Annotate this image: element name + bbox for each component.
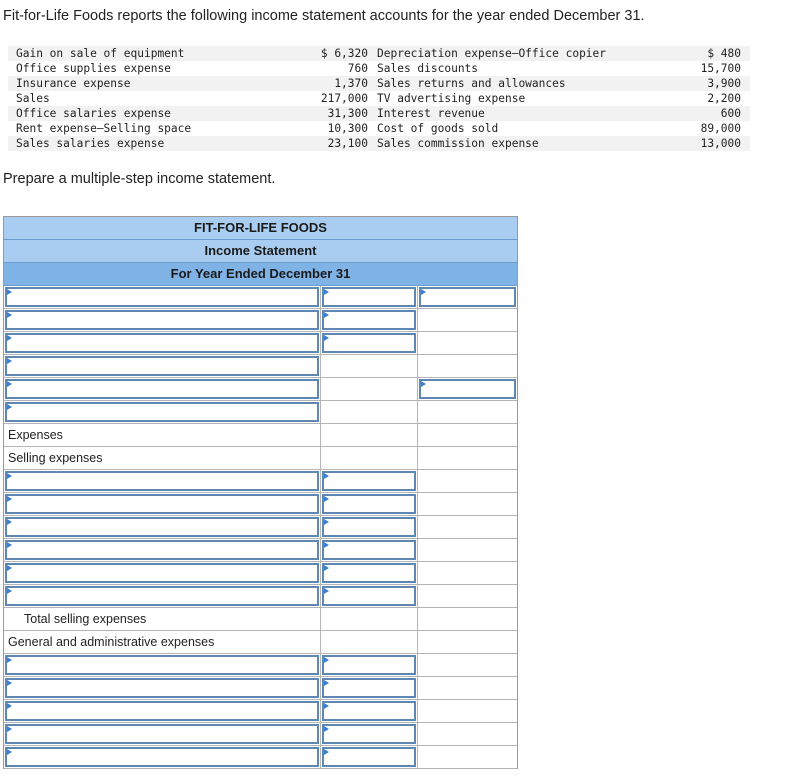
dropdown-marker-icon xyxy=(7,726,12,732)
account-amount: 217,000 xyxy=(320,92,368,105)
amount-cell xyxy=(321,447,418,469)
account-dropdown[interactable] xyxy=(5,356,319,376)
total-cell xyxy=(418,447,517,469)
account-dropdown[interactable] xyxy=(5,494,319,514)
statement-row xyxy=(4,631,517,654)
account-name: Depreciation expense—Office copier xyxy=(377,47,607,60)
dropdown-marker-icon xyxy=(7,519,12,525)
total-cell xyxy=(418,470,517,492)
amount-cell xyxy=(321,401,418,423)
amount-cell xyxy=(321,654,418,676)
account-name: Gain on sale of equipment xyxy=(16,47,185,60)
amount-cell xyxy=(321,700,418,722)
account-name: Sales salaries expense xyxy=(16,137,165,150)
statement-row xyxy=(4,378,517,401)
amount-cell xyxy=(321,355,418,377)
amount-input[interactable] xyxy=(419,379,516,399)
total-cell xyxy=(418,309,517,331)
label-cell xyxy=(4,286,321,308)
account-amount: 2,200 xyxy=(707,92,741,105)
amount-input[interactable] xyxy=(322,494,416,514)
account-amount: 1,370 xyxy=(334,77,368,90)
label-cell xyxy=(4,378,321,400)
dropdown-marker-icon xyxy=(7,588,12,594)
statement-title: Income Statement xyxy=(4,240,517,263)
account-name: Rent expense—Selling space xyxy=(16,122,192,135)
statement-row xyxy=(4,401,517,424)
label-cell xyxy=(4,677,321,699)
account-name: Sales xyxy=(16,92,50,105)
amount-input[interactable] xyxy=(322,287,416,307)
statement-row xyxy=(4,332,517,355)
label-cell xyxy=(4,493,321,515)
account-amount: 89,000 xyxy=(700,122,741,135)
dropdown-marker-icon xyxy=(324,588,329,594)
statement-row xyxy=(4,654,517,677)
statement-row xyxy=(4,286,517,309)
total-cell xyxy=(418,585,517,607)
amount-input[interactable] xyxy=(322,563,416,583)
label-cell xyxy=(4,746,321,768)
statement-row xyxy=(4,746,517,769)
dropdown-marker-icon xyxy=(7,312,12,318)
amount-cell xyxy=(321,677,418,699)
dropdown-marker-icon xyxy=(7,289,12,295)
amount-cell xyxy=(321,746,418,768)
account-amount: 760 xyxy=(347,62,368,75)
total-cell xyxy=(418,493,517,515)
statement-row xyxy=(4,700,517,723)
dropdown-marker-icon xyxy=(324,680,329,686)
dropdown-marker-icon xyxy=(324,657,329,663)
account-dropdown[interactable] xyxy=(5,724,319,744)
account-name: Office salaries expense xyxy=(16,107,171,120)
label-cell xyxy=(4,355,321,377)
label-cell xyxy=(4,470,321,492)
account-dropdown[interactable] xyxy=(5,517,319,537)
dropdown-marker-icon xyxy=(324,726,329,732)
amount-cell xyxy=(321,631,418,653)
dropdown-marker-icon xyxy=(7,496,12,502)
dropdown-marker-icon xyxy=(421,289,426,295)
dropdown-marker-icon xyxy=(324,542,329,548)
statement-row xyxy=(4,723,517,746)
problem-prompt: Prepare a multiple-step income statement. xyxy=(3,171,276,187)
amount-input[interactable] xyxy=(322,586,416,606)
dropdown-marker-icon xyxy=(7,749,12,755)
dropdown-marker-icon xyxy=(7,381,12,387)
account-amount: 31,300 xyxy=(327,107,368,120)
label-cell: Total selling expenses xyxy=(4,608,321,630)
dropdown-marker-icon xyxy=(324,312,329,318)
amount-cell xyxy=(321,608,418,630)
account-dropdown[interactable] xyxy=(5,678,319,698)
amount-input[interactable] xyxy=(322,655,416,675)
amount-cell xyxy=(321,723,418,745)
total-cell xyxy=(418,746,517,768)
statement-row xyxy=(4,539,517,562)
dropdown-marker-icon xyxy=(324,565,329,571)
problem-intro: Fit-for-Life Foods reports the following income statement accounts for the year ended December 31. xyxy=(3,8,645,24)
amount-input[interactable] xyxy=(322,701,416,721)
dropdown-marker-icon xyxy=(324,473,329,479)
account-dropdown[interactable] xyxy=(5,402,319,422)
total-cell xyxy=(418,562,517,584)
label-cell xyxy=(4,562,321,584)
dropdown-marker-icon xyxy=(7,542,12,548)
dropdown-marker-icon xyxy=(324,703,329,709)
total-cell xyxy=(418,424,517,446)
dropdown-marker-icon xyxy=(7,565,12,571)
amount-cell xyxy=(321,424,418,446)
dropdown-marker-icon xyxy=(7,473,12,479)
amount-input[interactable] xyxy=(322,517,416,537)
label-cell xyxy=(4,332,321,354)
dropdown-marker-icon xyxy=(7,335,12,341)
account-amount: $ 6,320 xyxy=(320,47,368,60)
account-amount: $ 480 xyxy=(707,47,741,60)
account-dropdown[interactable] xyxy=(5,287,319,307)
amount-cell xyxy=(321,493,418,515)
total-cell xyxy=(418,378,517,400)
account-dropdown[interactable] xyxy=(5,333,319,353)
label-cell xyxy=(4,723,321,745)
account-dropdown[interactable] xyxy=(5,701,319,721)
statement-row xyxy=(4,677,517,700)
account-name: Sales discounts xyxy=(377,62,479,75)
statement-row xyxy=(4,470,517,493)
dropdown-marker-icon xyxy=(7,657,12,663)
income-statement-form xyxy=(3,216,518,769)
account-name: Sales returns and allowances xyxy=(377,77,566,90)
total-cell xyxy=(418,539,517,561)
dropdown-marker-icon xyxy=(7,358,12,364)
statement-row xyxy=(4,309,517,332)
account-row xyxy=(8,106,750,121)
amount-cell xyxy=(321,539,418,561)
amount-input[interactable] xyxy=(322,540,416,560)
total-cell xyxy=(418,700,517,722)
account-row xyxy=(8,61,750,76)
amount-input[interactable] xyxy=(322,724,416,744)
account-name: Cost of goods sold xyxy=(377,122,499,135)
statement-row xyxy=(4,424,517,447)
account-amount: 13,000 xyxy=(700,137,741,150)
account-dropdown[interactable] xyxy=(5,310,319,330)
label-cell: Expenses xyxy=(4,424,321,446)
total-cell xyxy=(418,401,517,423)
account-amount: 15,700 xyxy=(700,62,741,75)
account-amount: 10,300 xyxy=(327,122,368,135)
label-cell xyxy=(4,539,321,561)
account-name: Sales commission expense xyxy=(377,137,539,150)
dropdown-marker-icon xyxy=(324,496,329,502)
dropdown-marker-icon xyxy=(324,749,329,755)
amount-input[interactable] xyxy=(322,678,416,698)
dropdown-marker-icon xyxy=(7,703,12,709)
amount-input[interactable] xyxy=(322,310,416,330)
statement-row xyxy=(4,562,517,585)
account-dropdown[interactable] xyxy=(5,655,319,675)
account-row xyxy=(8,91,750,106)
total-cell xyxy=(418,332,517,354)
label-cell xyxy=(4,401,321,423)
dropdown-marker-icon xyxy=(324,335,329,341)
account-row xyxy=(8,76,750,91)
amount-cell xyxy=(321,562,418,584)
account-dropdown[interactable] xyxy=(5,540,319,560)
accounts-list xyxy=(8,46,750,151)
label-cell xyxy=(4,654,321,676)
amount-input[interactable] xyxy=(322,747,416,767)
label-cell xyxy=(4,585,321,607)
total-cell xyxy=(418,654,517,676)
total-cell xyxy=(418,723,517,745)
account-amount: 23,100 xyxy=(327,137,368,150)
dropdown-marker-icon xyxy=(324,289,329,295)
dropdown-marker-icon xyxy=(324,519,329,525)
dropdown-marker-icon xyxy=(7,680,12,686)
dropdown-marker-icon xyxy=(7,404,12,410)
amount-cell xyxy=(321,286,418,308)
account-amount: 3,900 xyxy=(707,77,741,90)
statement-company: FIT-FOR-LIFE FOODS xyxy=(4,217,517,240)
account-dropdown[interactable] xyxy=(5,747,319,767)
amount-cell xyxy=(321,585,418,607)
account-dropdown[interactable] xyxy=(5,471,319,491)
statement-period: For Year Ended December 31 xyxy=(4,263,517,286)
total-cell xyxy=(418,286,517,308)
amount-cell xyxy=(321,516,418,538)
account-name: TV advertising expense xyxy=(377,92,526,105)
amount-cell xyxy=(321,332,418,354)
statement-row xyxy=(4,355,517,378)
amount-cell xyxy=(321,309,418,331)
statement-row xyxy=(4,516,517,539)
amount-cell xyxy=(321,470,418,492)
label-cell xyxy=(4,700,321,722)
dropdown-marker-icon xyxy=(421,381,426,387)
account-name: Office supplies expense xyxy=(16,62,171,75)
amount-input[interactable] xyxy=(419,287,516,307)
account-dropdown[interactable] xyxy=(5,563,319,583)
label-cell xyxy=(4,309,321,331)
account-dropdown[interactable] xyxy=(5,379,319,399)
amount-input[interactable] xyxy=(322,471,416,491)
total-cell xyxy=(418,608,517,630)
label-cell: Selling expenses xyxy=(4,447,321,469)
account-amount: 600 xyxy=(720,107,741,120)
label-cell xyxy=(4,516,321,538)
amount-cell xyxy=(321,378,418,400)
account-name: Insurance expense xyxy=(16,77,131,90)
label-cell: General and administrative expenses xyxy=(4,631,321,653)
account-name: Interest revenue xyxy=(377,107,485,120)
amount-input[interactable] xyxy=(322,333,416,353)
total-cell xyxy=(418,355,517,377)
statement-row xyxy=(4,447,517,470)
total-cell xyxy=(418,677,517,699)
account-row xyxy=(8,46,750,61)
account-row xyxy=(8,121,750,136)
statement-row xyxy=(4,608,517,631)
statement-row xyxy=(4,585,517,608)
account-dropdown[interactable] xyxy=(5,586,319,606)
total-cell xyxy=(418,516,517,538)
statement-rows xyxy=(4,286,517,769)
statement-row xyxy=(4,493,517,516)
account-row xyxy=(8,136,750,151)
total-cell xyxy=(418,631,517,653)
